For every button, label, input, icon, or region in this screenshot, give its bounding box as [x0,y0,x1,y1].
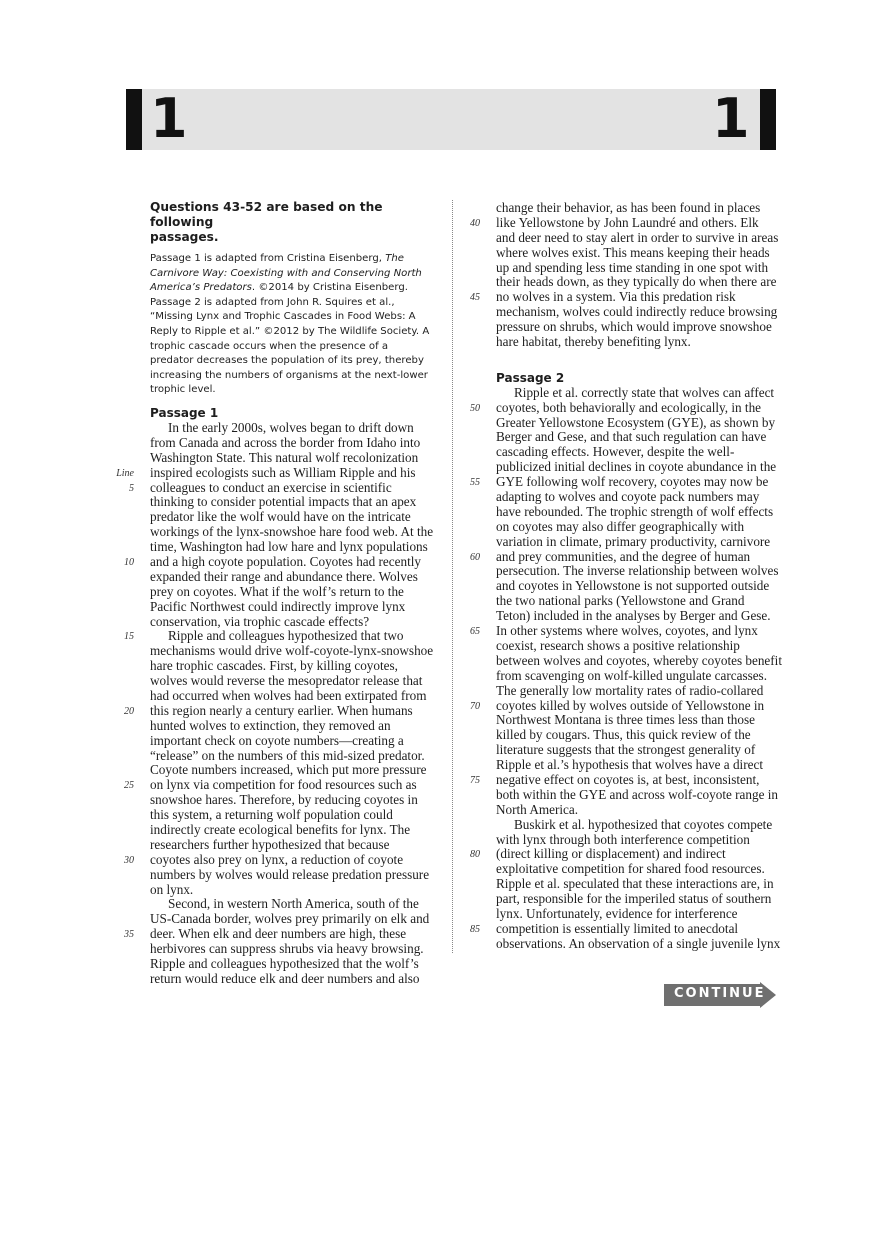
section-bar-left [126,89,142,150]
continue-label: CONTINUE [674,986,766,1001]
passage-2-line: part, responsible for the imperiled status of southern [496,891,772,907]
passage-2-line: In other systems where wolves, coyotes, and lynx 65 [496,624,780,639]
passage-1-line: coyotes also prey on lynx, a reduction of coyote 30 [150,853,432,868]
passage-1-line: return would reduce elk and deer numbers and also [150,970,420,986]
passage-1-line: thinking to consider potential impacts that an apex [150,494,417,510]
passage-1-line: time, Washington had low hare and lynx populations [150,539,428,555]
passage-1-line: Ripple and colleagues hypothesized that the wolf’s [150,956,419,971]
passage-2-line: observations. An observation of a single juvenile lynx [496,935,781,951]
line-label: Line [116,467,134,479]
passage-2-line: the two national parks (Yellowstone and Grand [496,593,745,609]
passage-2-line: and coyotes in Yellowstone is not supported outside [496,578,770,594]
passage-1-continued-text [470,200,780,350]
passage-2-line: persecution. The inverse relationship between wolves [496,563,779,579]
passage-2-line: have rebounded. The trophic strength of wolf effects [496,503,774,519]
passage-2-line: coyotes, both behaviorally and ecologically, in the 50 [496,401,780,416]
passage-1-line: prey on coyotes. What if the wolf’s return to the [150,583,404,599]
left-column [116,200,434,987]
passage-1-line: mechanisms would drive wolf-coyote-lynx-snowshoe [150,643,434,659]
passage-1-line: had occurred when wolves had been extirpated from [150,687,427,703]
line-number: 75 [470,774,480,786]
section-header-band [126,89,776,150]
passage-2-line: competition is essentially limited to anecdotal 85 [496,922,780,937]
passage-1-line: this system, a returning wolf population could [150,807,393,823]
passage-2-line: coyotes killed by wolves outside of Yellowstone in 70 [496,699,780,714]
passage-1-line: on lynx via competition for food resources such as 25 [150,778,432,793]
passage-2-line: Ripple et al.’s hypothesis that wolves have a direct [496,757,763,773]
passage-1-line: snowshoe hares. Therefore, by reducing coyotes in [150,792,418,808]
line-number: 55 [470,477,480,489]
line-number: 60 [470,551,480,563]
passage-2-line: Berger and Gese, and that such regulation can have [496,429,767,445]
right-column [470,200,782,952]
passage-1-continued-line: and deer need to stay alert in order to survive in areas [496,229,779,245]
passage-1-line: expanded their range and abundance there. Wolves [150,568,418,584]
passage-2-line: killed by cougars. Thus, this quick review of the [496,727,751,743]
passage-1-line: from Canada and across the border from Idaho into [150,434,421,450]
passage-1-continued-line: change their behavior, as has been found in places [496,200,761,215]
section-bar-right [760,89,776,150]
passage-1-line: In the early 2000s, wolves began to drift down [168,419,414,435]
passage-1-continued-line: no wolves in a system. Via this predation risk 45 [496,290,780,305]
passage-2-line: Buskirk et al. hypothesized that coyotes compete [514,816,773,832]
passage-1-line: Pacific Northwest could indirectly improve lynx [150,598,406,614]
book-title: The Carnivore Way: Coexisting with and Conserving North America’s Predators [150,253,422,294]
passage-1-line: inspired ecologists such as William Ripple and his Line [150,466,432,481]
passage-2-line: GYE following wolf recovery, coyotes may now be 55 [496,475,780,490]
passage-2-line: both within the GYE and across wolf-coyote range in [496,786,778,802]
passage-1-line: and a high coyote population. Coyotes had recently 10 [150,555,432,570]
passage-1-line: predator like the wolf would have on the intricate [150,509,411,525]
passage-2-line: Ripple et al. speculated that these interactions are, in [496,876,774,892]
line-number: 80 [470,849,480,861]
passage-2-line: Ripple et al. correctly state that wolves can affect [514,384,775,400]
passage-2-line: Northwest Montana is three times less than those [496,712,755,728]
passage-2-line: from scavenging on wolf-killed ungulate carcasses. [496,667,767,683]
passage-2-line: The generally low mortality rates of radio-collared [496,682,764,698]
passage-2-line: variation in climate, primary productivity, carnivore [496,533,771,549]
passage-1-line: herbivores can suppress shrubs via heavy browsing. [150,941,424,957]
questions-title: Questions 43-52 are based on the following passages. [150,200,383,244]
passage-2-line: Teton) included in the analyses by Berger and Gese. [496,608,771,624]
passage-2-text [470,384,782,952]
passage-2-label: Passage 2 [496,370,565,385]
line-number: 30 [124,854,134,866]
passage-1-continued-line: where wolves exist. This means keeping their heads [496,244,770,260]
passage-2-line: between wolves and coyotes, whereby coyotes benefit [496,652,782,668]
passage-2-line: coexist, research shows a positive relationship [496,637,740,653]
passage-2-line: lynx. Unfortunately, evidence for interference [496,905,738,921]
passage-1-line: important check on coyote numbers—creating a [150,732,404,748]
passage-1-line: Second, in western North America, south of the [168,896,419,912]
line-number: 85 [470,923,480,935]
line-number: 35 [124,929,134,941]
passage-1-line: “release” on the numbers of this mid-sized predator. [150,747,425,763]
passage-1-continued-line: pressure on shrubs, which would improve snowshoe [496,319,772,335]
passage-2-line: exploitative competition for shared food resources. [496,861,765,877]
passage-2-line: adapting to wolves and coyote pack numbers may [496,489,760,505]
passage-1-continued-line: hare habitat, thereby benefiting lynx. [496,334,691,350]
line-number: 50 [470,402,480,414]
line-number: 20 [124,705,134,717]
passage-1-continued-line: their heads down, as they typically do when there are [496,274,777,290]
passage-1-line: deer. When elk and deer numbers are high, these 35 [150,927,432,942]
line-number: 40 [470,217,480,229]
passage-2-line: literature suggests that the strongest generality of [496,742,756,758]
line-number: 65 [470,626,480,638]
passage-2-line: cascading effects. However, despite the well- [496,444,735,460]
passage-1-line: US-Canada border, wolves prey primarily on elk and [150,911,430,927]
passage-2-line: and prey communities, and the degree of human 60 [496,550,780,565]
passage-2-line: on coyotes may also differ geographically with [496,518,745,534]
passage-2-line: Greater Yellowstone Ecosystem (GYE), as shown by [496,414,776,430]
passage-2-line: publicized initial declines in coyote abundance in the [496,459,777,475]
passage-1-line: numbers by wolves would release predation pressure [150,866,430,882]
passage-1-line: Washington State. This natural wolf recolonization [150,449,419,465]
passage-1-line: on lynx. [150,881,194,897]
passage-2-line: North America. [496,801,579,817]
passage-2-line: (direct killing or displacement) and indirect 80 [496,847,780,862]
passage-1-line: this region nearly a century earlier. When humans 20 [150,704,432,719]
passage-1-line: colleagues to conduct an exercise in scientific 5 [150,481,432,496]
passage-1-text [116,419,434,987]
passage-1-line: hunted wolves to extinction, they removed an [150,717,391,733]
passage-1-line: researchers further hypothesized that because [150,836,390,852]
passage-1-continued-line: up and spending less time standing in one spot with [496,259,769,275]
passage-1-line: workings of the lynx-snowshoe hare food web. At the [150,524,434,540]
line-number: 70 [470,700,480,712]
continue-button[interactable] [664,982,776,1008]
section-number-right: 1 [712,87,750,150]
column-divider [452,200,453,953]
passage-1-line: conservation, via trophic cascade effects? [150,613,370,629]
line-number: 25 [124,780,134,792]
passage-intro: Passage 1 is adapted from Cristina Eisenberg, The Carnivore Way: Coexisting with and Conserving North America’s Predators. ©2014 by Cristina Eisenberg. Passage 2 is adapted from John R. Squires et al., “Missing Lynx and Trophic Cascades in Food Webs: A Reply to Ripple et al.” ©2012 by The Wildlife Society. A trophic cascade occurs when the presence of a predator decreases the population of its prey, thereby increasing the numbers of organisms at the next-lower trophic level. [150,253,430,396]
passage-1-line: indirectly create ecological benefits for lynx. The [150,821,411,837]
passage-1-line: Ripple and colleagues hypothesized that two 15 [150,629,432,644]
passage-1-line: wolves would reverse the mesopredator release that [150,673,423,689]
passage-2-line: with lynx through both interference competition [496,831,750,847]
line-number: 15 [124,631,134,643]
section-number-left: 1 [150,87,188,150]
line-number: 5 [129,482,134,494]
passage-2-line: negative effect on coyotes is, at best, inconsistent, 75 [496,773,780,788]
passage-1-label: Passage 1 [150,405,219,420]
passage-1-continued-line: like Yellowstone by John Laundré and others. Elk 40 [496,216,780,231]
line-number: 45 [470,292,480,304]
line-number: 10 [124,556,134,568]
passage-1-line: Coyote numbers increased, which put more pressure [150,762,427,778]
passage-1-line: hare trophic cascades. First, by killing coyotes, [150,658,398,674]
passage-1-continued-line: mechanism, wolves could indirectly reduce browsing [496,304,778,320]
